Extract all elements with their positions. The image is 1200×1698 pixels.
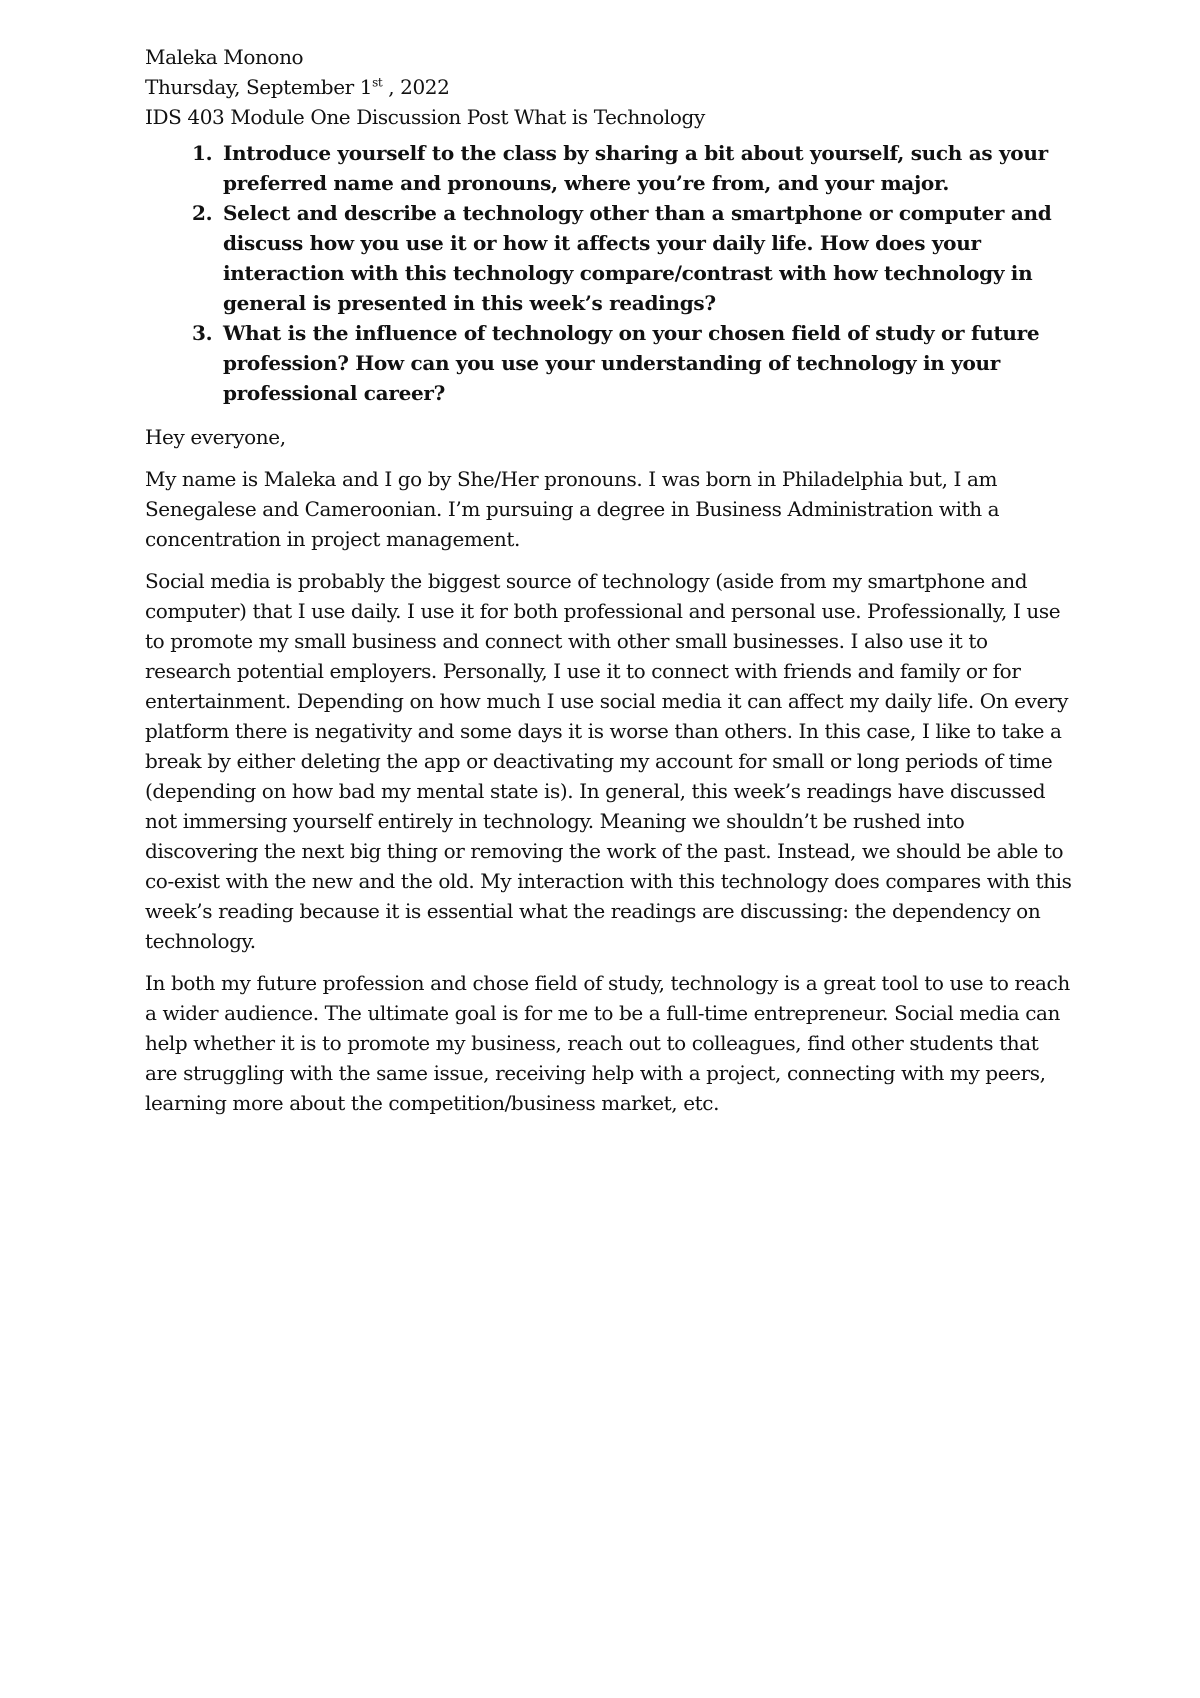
document-content <box>145 42 1075 1118</box>
profession-paragraph: In both my future profession and chose field of study, technology is a great tool to use to reach a wider audience. The ultimate goal is for me to be a full-time entrepreneur. Social media can help whether it is to promote my business, reach out to colleagues, find other students that are struggling with the same issue, receiving help with a project, connecting with my peers, learning more about the competition/business market, etc. <box>145 971 1070 1115</box>
question-item: 2. Select and describe a technology other than a smartphone or computer and discuss how you use it or how it affects your daily life. How does your interaction with this technology compare/contrast with how technology in general is presented in this week’s readings? <box>219 198 1075 318</box>
discussion-questions <box>145 138 1075 408</box>
post-date-ordinal: st <box>372 75 383 90</box>
post-date <box>145 72 1075 102</box>
post-date-text: Thursday, September 1 <box>145 75 373 99</box>
technology-paragraph: Social media is probably the biggest source of technology (aside from my smartphone and computer) that I use daily. I use it for both professional and personal use. Professionally, I use to promote my small business and connect with other small businesses. I also use it to research potential employers. Personally, I use it to connect with friends and family or for entertainment. Depending on how much I use social media it can affect my daily life. On every platform there is negativity and some days it is worse than others. In this case, I like to take a break by either deleting the app or deactivating my account for small or long periods of time (depending on how bad my mental state is). In general, this week’s readings have discussed not immersing yourself entirely in technology. Meaning we shouldn’t be rushed into discovering the next big thing or removing the work of the past. Instead, we should be able to co-exist with the new and the old. My interaction with this technology does compares with this week’s reading because it is essential what the readings are discussing: the dependency on technology. <box>145 569 1072 953</box>
question-item: 1. Introduce yourself to the class by sharing a bit about yourself, such as your preferred name and pronouns, where you’re from, and your major. <box>219 138 1075 198</box>
greeting: Hey everyone, <box>145 425 286 449</box>
intro-paragraph: My name is Maleka and I go by She/Her pronouns. I was born in Philadelphia but, I am Senegalese and Cameroonian. I’m pursuing a degree in Business Administration with a concentration in project management. <box>145 467 1000 551</box>
author-name: Maleka Monono <box>145 45 304 69</box>
assignment-title: IDS 403 Module One Discussion Post What is Technology <box>145 105 705 129</box>
post-date-year: , 2022 <box>382 75 450 99</box>
question-item: 3. What is the influence of technology on your chosen field of study or future profession? How can you use your understanding of technology in your professional career? <box>219 318 1075 408</box>
